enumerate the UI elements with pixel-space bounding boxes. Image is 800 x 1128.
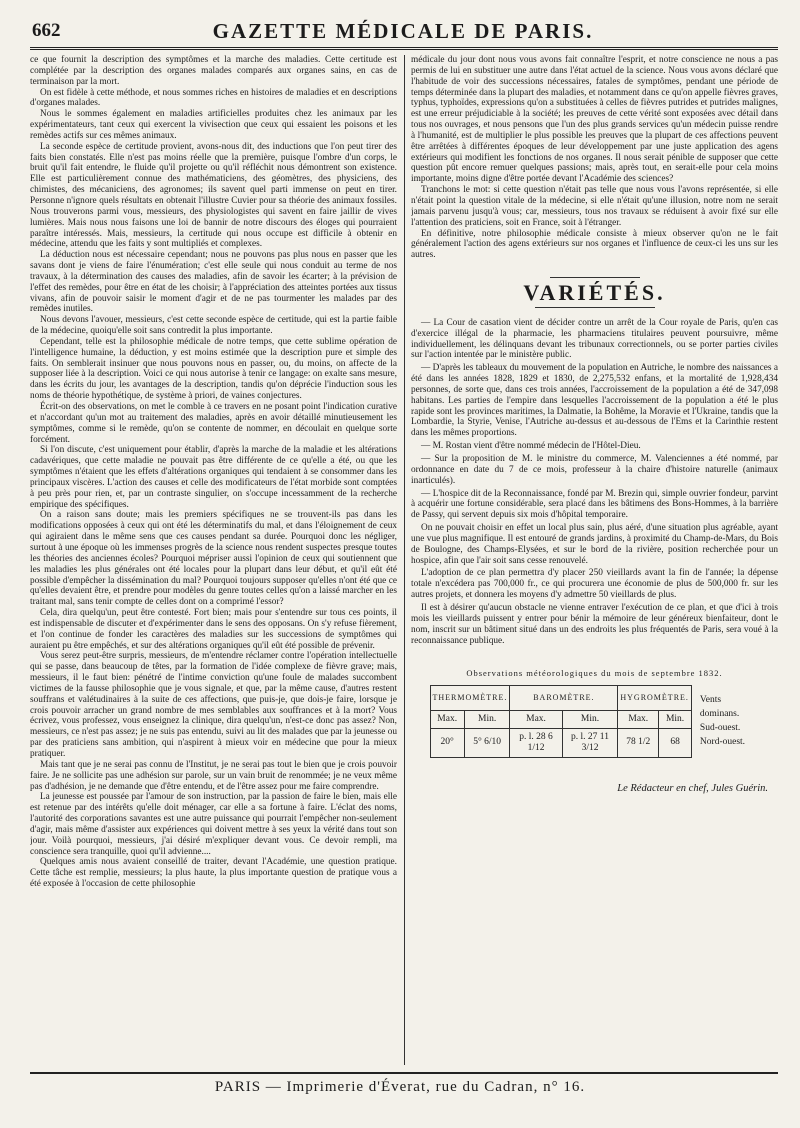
min-label: Min. <box>562 711 618 729</box>
paragraph: Quelques amis nous avaient conseillé de traiter, devant l'Académie, une question pratique. Cette tâche est remplie, messieurs; la plus haute, la plus importante question de pratique vous a été exposée à l'occasion de cette philosophie <box>30 857 397 890</box>
winds-cell <box>691 686 759 758</box>
paragraph: Nous le sommes également en maladies artificielles produites chez les animaux par les expérimentateurs, tant ceux qui exercent la vivisection que ceux qui essaient les poisons et les remèdes actifs sur ces mêmes animaux. <box>30 109 397 141</box>
paragraph: Vous serez peut-être surpris, messieurs, de m'entendre réclamer contre l'opération intellectuelle qui se passe, dans beaucoup de têtes, par la formation de l'idée complexe de fièvre grave; mais, messieurs, il le faut bien: pénétré de l'intime conviction qu'une foule de malades succombent victimes de la fausse philosophie que je vous signale, et que, par la même cause, d'autres restent souffrans et valétudinaires à la suite de ces affections, que puis-je, que dois-je faire, lorsque je crois pouvoir arracher un grand nombre de mes semblables aux souffrances et à la mort? Vous écrivez, vous professez, vous enseignez la clinique, dira quelqu'un, n'est-ce donc pas assez? Non, messieurs, ce n'est pas assez; je ne suis pas entendu, suivi au lit des malades que par la jeunesse ou par des praticiens sans ambition, qui n'aspirent à mieux voir en médecine que pour la mieux pratiquer. <box>30 651 397 759</box>
right-column <box>411 55 778 1065</box>
page-title: GAZETTE MÉDICALE DE PARIS. <box>212 19 594 43</box>
max-label: Max. <box>510 711 562 729</box>
news-item: On ne pouvait choisir en effet un local plus sain, plus aéré, d'une situation plus agréable, ayant une vue plus magnifique. Il est entouré de grands jardins, à proximité du Champ-de-Mars, du Bois de Boulogne, des Champs-Elysées, et sur le bord de la rivière, position recherchée pour un hospice, afin que l'air soit sans cesse renouvelé. <box>411 523 778 566</box>
news-item: Il est à désirer qu'aucun obstacle ne vienne entraver l'exécution de ce plan, et que d'ici à trois mois les vieillards puissent y entrer pour bénir la mémoire de leur généreux bienfaiteur, dont le nom, inscrit sur un bâtiment situé dans un des endroits les plus fréquentés de Paris, sera voué à la reconnaissance publique. <box>411 602 778 646</box>
hygro-max-value: 78 1/2 <box>618 729 659 758</box>
wind-entry: Sud-ouest. <box>699 723 741 734</box>
min-label: Min. <box>659 711 692 729</box>
paragraph: En définitive, notre philosophie médicale consiste à mieux observer qu'on ne le fait généralement l'action des agens extérieurs sur nos organes et l'influence de ceux-ci les uns sur les autres. <box>411 228 778 261</box>
page-header <box>28 16 778 46</box>
meteo-table <box>430 685 760 758</box>
paragraph: La déduction nous est nécessaire cependant; nous ne pouvons pas plus nous en passer que les savans dont je viens de faire l'énumération; c'est elle seule qui nous conduit au terme de nos travaux, à la détermination des causes des maladies, afin de savoir les écarter; à la prévision de l'effet des remèdes, pour être en état de les choisir; à l'appréciation des atteintes portées aux tissus vivans, afin de pouvoir saisir le moment d'agir et de ne pas tourmenter les malades par des remèdes inutiles. <box>30 250 397 315</box>
thermo-min-value: 5° 6/10 <box>464 729 510 758</box>
paragraph: Tranchons le mot: si cette question n'était pas telle que nous vous l'avons représentée, si elle n'était point la question vitale de la médecine, si elle n'était qu'une illusion, notre nom ne serait jamais parvenu jusqu'à vous; car, messieurs, tous nos travaux se réduisent à avoir fixé sur elle l'attention des praticiens, soit en France, soit à l'étranger. <box>411 185 778 228</box>
winds-title: Vents dominans. <box>699 695 740 720</box>
paragraph: La jeunesse est poussée par l'amour de son instruction, par la passion de faire le bien, mais elle est retenue par des intérêts qu'elle doit ménager, car elle a sa fortune à faire. L'éclat des noms, l'autorité des corporations savantes est une autre puissance qui pourrait l'empêcher non-seulement d'agir, mais même d'assister aux expériences qui doivent mettre à ses yeux la vérité dans tout son jour. Voilà pourquoi, messieurs, j'ai désiré m'expliquer devant vous. Ce devoir rempli, ma conscience sera tranquille, quoi qu'il advienne.... <box>30 792 397 857</box>
baro-max-value: p. l. 28 6 1/12 <box>510 729 562 758</box>
hygro-min-value: 68 <box>659 729 692 758</box>
hygro-header: HYGROMÈTRE. <box>618 686 692 711</box>
wind-entry: Nord-ouest. <box>699 737 746 748</box>
news-item: — D'après les tableaux du mouvement de la population en Autriche, le nombre des naissances a été dans les années 1828, 1829 et 1830, de 2,275,532 enfans, et la mortalité de 1,928,434 personnes, de sorte que, dans ces trois années, l'accroissement de la population a été de 347,098 habitans. Les parties de l'empire dans lesquelles l'accroissement de la population a été le plus rapide sont les provinces maritimes, la Dalmatie, la Bohême, la Moravie et l'Ukraine, tandis que la Lombardie, la Styrie, Venise, l'Autriche au-dessus et au-dessous de l'Ems et la Carinthie restent dans les mêmes proportions. <box>411 363 778 439</box>
paragraph: Si l'on discute, c'est uniquement pour établir, d'après la marche de la maladie et les altérations cadavériques, que cette maladie ne pouvait pas être différente de ce qu'elle a été, ou que les symptômes n'étaient que les effets d'altérations organiques qui tendaient à se consommer dans les principaux viscères. L'action des causes et celle des modificateurs de l'état morbide sont comptées à peu près pour rien, et, par un contraste singulier, on s'occupe incessamment de la recherche empirique des spécifiques. <box>30 445 397 510</box>
news-item: — La Cour de casation vient de décider contre un arrêt de la Cour royale de Paris, qu'en cas d'exercice illégal de la pharmacie, les pharmaciens titulaires peuvent poursuivre, même individuellement, les délinquans devant les tribunaux correctionnels, ou se porter parties civiles sur l'action intentée par le ministère public. <box>411 317 778 361</box>
paragraph: On est fidèle à cette méthode, et nous sommes riches en histoires de maladies et en descriptions d'organes malades. <box>30 87 397 109</box>
max-label: Max. <box>430 711 464 729</box>
paragraph: On a raison sans doute; mais les premiers spécifiques ne se trouvent-ils pas dans les modifications opposées à ceux qui ont été les déterminatifs du mal, et dans l'éloignement de ceux qui agiraient dans le même sens que ces causes pendant sa durée. Pourquoi donc les négliger, surtout à une époque où les immenses progrès de la science nous rendent suspectes presque toutes les théories des anciennes écoles? Pourquoi mépriser aussi l'opinion de ceux qui soutiennent que les maladies les plus générales ont été locales pour la plupart dans leur début, et qu'il eût été possible d'empêcher la dissémination du mal? Pourquoi toujours supposer qu'elles n'ont été que ce qu'elles devaient être, et prendre pour modèles du genre toutes celles qu'on a laissé marcher en les traitant mal, sans tenir compte de celles dont on a comprimé l'essor? <box>30 510 397 608</box>
paragraph: Mais tant que je ne serai pas connu de l'Institut, je ne serai pas tout le bien que je crois pouvoir faire. Je ne sollicite pas une adhésion sur parole, sur un vain bruit de renommée; je ne veux même pas d'adhésion, je ne demande que d'être entendu, et de l'être assez pour me faire comprendre. <box>30 759 397 792</box>
news-item: — L'hospice dit de la Reconnaissance, fondé par M. Brezin qui, simple ouvrier fondeur, parvint à acquérir une fortune considérable, sera placé dans les bâtimens des Bons-Hommes, à la barrière de Passy, qui servent depuis six mois d'hôpital temporaire. <box>411 488 778 521</box>
meteo-title: Observations météorologiques du mois de septembre 1832. <box>466 668 723 679</box>
max-label: Max. <box>618 711 659 729</box>
left-column <box>30 55 397 1065</box>
baro-header: BAROMÈTRE. <box>510 686 618 711</box>
varietes-heading <box>411 277 778 308</box>
baro-min-value: p. l. 27 11 3/12 <box>562 729 618 758</box>
footer-rule <box>30 1072 778 1074</box>
news-item: — M. Rostan vient d'être nommé médecin de l'Hôtel-Dieu. <box>421 441 641 452</box>
news-item: L'adoption de ce plan permettra d'y placer 250 vieillards avant la fin de l'année; la dépense totale n'excédera pas 700,000 fr., ce qui procurera une économie de plus de 500,000 fr. sur les autres projets, et donnera les moyens d'y admettre 50 vieillards de plus. <box>411 568 778 601</box>
printer-footer: PARIS — Imprimerie d'Éverat, rue du Cadran, n° 16. <box>214 1079 586 1095</box>
news-item: — Sur la proposition de M. le ministre du commerce, M. Valenciennes a été nommé, par ordonnance en date du 7 de ce mois, professeur à la chaire d'histoire naturelle (animaux inarticulés). <box>411 454 778 486</box>
paragraph: Cela, dira quelqu'un, peut être contesté. Fort bien; mais pour s'entendre sur tous ces points, il est indispensable de discuter et d'expérimenter dans le sens des opposans. On s'y refuse fièrement, et l'on continue de fonder les caractères des maladies sur les successions de symptômes qui auraient pu être empêchés, et sur des altérations organiques qu'il eût été possible de prévenir. <box>30 608 397 651</box>
paragraph: médicale du jour dont nous vous avons fait connaître l'esprit, et notre conscience ne nous a pas permis de lui en substituer une autre dans l'état actuel de la science. Nous vous avons déclaré que l'habitude de voir des successions nécessaires, fatales de symptômes, pendant une période de temps déterminée dans la plupart des maladies, et notamment dans ce qu'on appelle fièvres graves, typhus, typhoïdes, expressions qu'on a substituées à celles de fièvres putrides et putrides malignes, est une erreur préjudiciable à la société; les preuves de cette vérité sont exposées avec détail dans tous nos ouvrages, et nous pensons que l'un des plus grands services qu'un médecin puisse rendre à l'humanité, est de multiplier le plus possible les preuves que la plupart de ces affections peuvent être arrêtées à différentes époques de leur développement par une juste application des agens extérieurs qui modifient les fonctions de nos organes. Il nous serait pénible de supposer que cette question pût encore remuer quelques passions; mais, après tout, en serait-elle pour cela moins importante, moins digne d'être portée devant l'Académie des sciences? <box>411 55 778 185</box>
editor-signature: Le Rédacteur en chef, Jules Guérin. <box>617 782 768 794</box>
header-rule <box>30 47 778 50</box>
paragraph: Écrit-on des observations, on met le comble à ce travers en ne posant point l'indication curative et n'accordant qu'un mot au traitement des maladies, après en avoir détaillé minutieusement les symptômes, comme si le remède, qu'on se contente de nommer, en découlait en quelque sorte forcément. <box>30 402 397 445</box>
paragraph: La seconde espèce de certitude provient, avons-nous dit, des inductions que l'on peut tirer des faits bien constatés. Elle n'est pas moins réelle que la première, puisque l'ombre d'un corps, le bruit qu'il fait entendre, le fluide qu'il projette ou qu'il réfléchit nous démontrent son existence. Elle est particulièrement connue des mathématiciens, des géomètres, des physiciens, des chimistes, des mécaniciens, des agronomes; ils savent quel parti immense on peut en tirer. Personne n'ignore quels résultats en obtenait l'illustre Cuvier pour sa théorie des animaux fossiles. Nous trouverons parmi vous, messieurs, des physiologistes qui savent en faire jaillir de vives lumières. Mais nous nous faisons une loi de bannir de notre discours des éloges qui pourraient paraître intéressés. Mais, messieurs, la certitude qui nous occupe est difficile à obtenir en médecine, attendu que les faits y sont multipliés et complexes. <box>30 141 397 250</box>
varietes-items <box>411 318 778 646</box>
paragraph: Cependant, telle est la philosophie médicale de notre temps, que cette sublime opération de l'intelligence humaine, la déduction, y est moins estimée que la description pure et simple des faits. On semblerait insinuer que nous pouvons nous en passer, ou, du moins, on affecte de la supposer liée à la description. Voici ce qui nous autorise à tenir ce langage: on exalte sans mesure, dans les écrits du jour, les avantages de la description, tandis qu'on déprécie l'induction sous les noms de théorie hypothétique, de système à priori, de vaines conjectures. <box>30 336 397 402</box>
section-title: VARIÉTÉS. <box>523 280 666 306</box>
section-rule <box>535 307 655 308</box>
page-number: 662 <box>32 20 61 41</box>
thermo-header: THERMOMÈTRE. <box>430 686 510 711</box>
thermo-max-value: 20° <box>430 729 464 758</box>
column-divider <box>404 55 405 1065</box>
paragraph: Nous devons l'avouer, messieurs, c'est cette seconde espèce de certitude, qui est la partie faible de la médecine, quoiqu'elle soit sans contredit la plus importante. <box>30 315 397 337</box>
paragraph: ce que fournit la description des symptômes et la marche des maladies. Cette certitude est complétée par la description des organes malades comparés aux organes sains, en cas de terminaison par la mort. <box>30 55 397 87</box>
section-rule <box>550 277 640 278</box>
min-label: Min. <box>464 711 510 729</box>
